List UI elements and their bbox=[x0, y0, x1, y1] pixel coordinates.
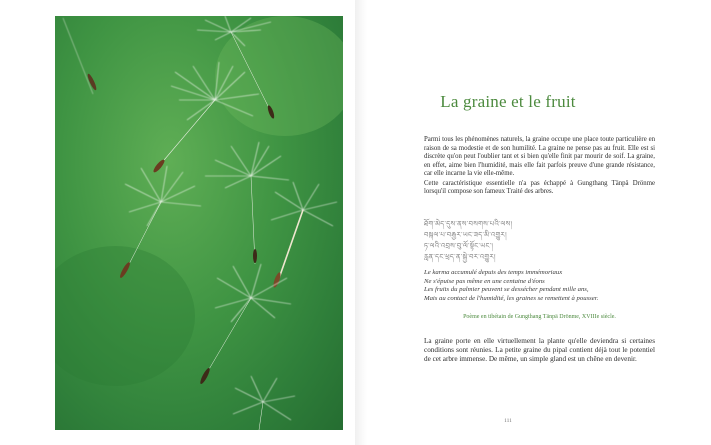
tibetan-line: ཏ་ལའི་འབྲས་བུ་ལོ་སྟོང་ཡང་། bbox=[424, 243, 494, 250]
poem-credit: Poème en tibétain de Gungthang Tänpä Drönme, XVIIIe siècle. bbox=[463, 314, 616, 320]
page-title: La graine et le fruit bbox=[440, 92, 576, 111]
tibetan-line: ཐོག་མེད་དུས་ནས་བསགས་པའི་ལས། bbox=[424, 221, 513, 228]
french-verse bbox=[424, 269, 655, 303]
verse-line: Le karma accumulé depuis des temps immémoriaux bbox=[424, 269, 563, 276]
seed-1 bbox=[63, 18, 93, 94]
verse-line: Ne s'épuise pas même en une centaine d'éons bbox=[424, 277, 545, 285]
tibetan-line: བསྐལ་པ་བརྒྱར་ཡང་ཟད་མི་འགྱུར། bbox=[424, 232, 507, 239]
verse-line: Les fruits du palmier peuvent se dessécher pendant mille ans, bbox=[424, 286, 589, 294]
right-page bbox=[363, 0, 711, 445]
intro-text bbox=[424, 136, 655, 197]
dandelion-seeds-illustration bbox=[55, 16, 343, 430]
dandelion-seeds-photo bbox=[55, 16, 343, 430]
paragraph-3: La graine porte en elle virtuellement la plante qu'elle deviendra si certaines conditions sont réunies. La petite graine du pipal contient déjà tout le potentiel de cet arbre immense. De même, un simple gland est un chêne en devenir. bbox=[424, 337, 655, 364]
paragraph-1: Parmi tous les phénomènes naturels, la graine occupe une place toute particulière en raison de sa modestie et de son humilité. La graine ne pense pas au fruit. Elle est si discrète qu'on peut l'oublier tant et si bien qu'elle finit par mourir de soif. La graine, en effet, aime bien l'humidité, mais elle fait parfois preuve d'une grande résistance, car elle incarne la vie elle-même. bbox=[424, 136, 655, 178]
paragraph-2: Cette caractéristique essentielle n'a pas échappé à Gungthang Tänpä Drönme lorsqu'il compose son fameux Traité des arbres. bbox=[424, 179, 655, 196]
verse-line: Mais au contact de l'humidité, les graines se remettent à pousser. bbox=[424, 294, 599, 302]
tibetan-line: རླན་དང་ཕྲད་ན་སྐྱེ་བར་འགྱུར། bbox=[424, 254, 496, 261]
tibetan-poem bbox=[424, 219, 655, 263]
page-number: 111 bbox=[504, 418, 512, 424]
